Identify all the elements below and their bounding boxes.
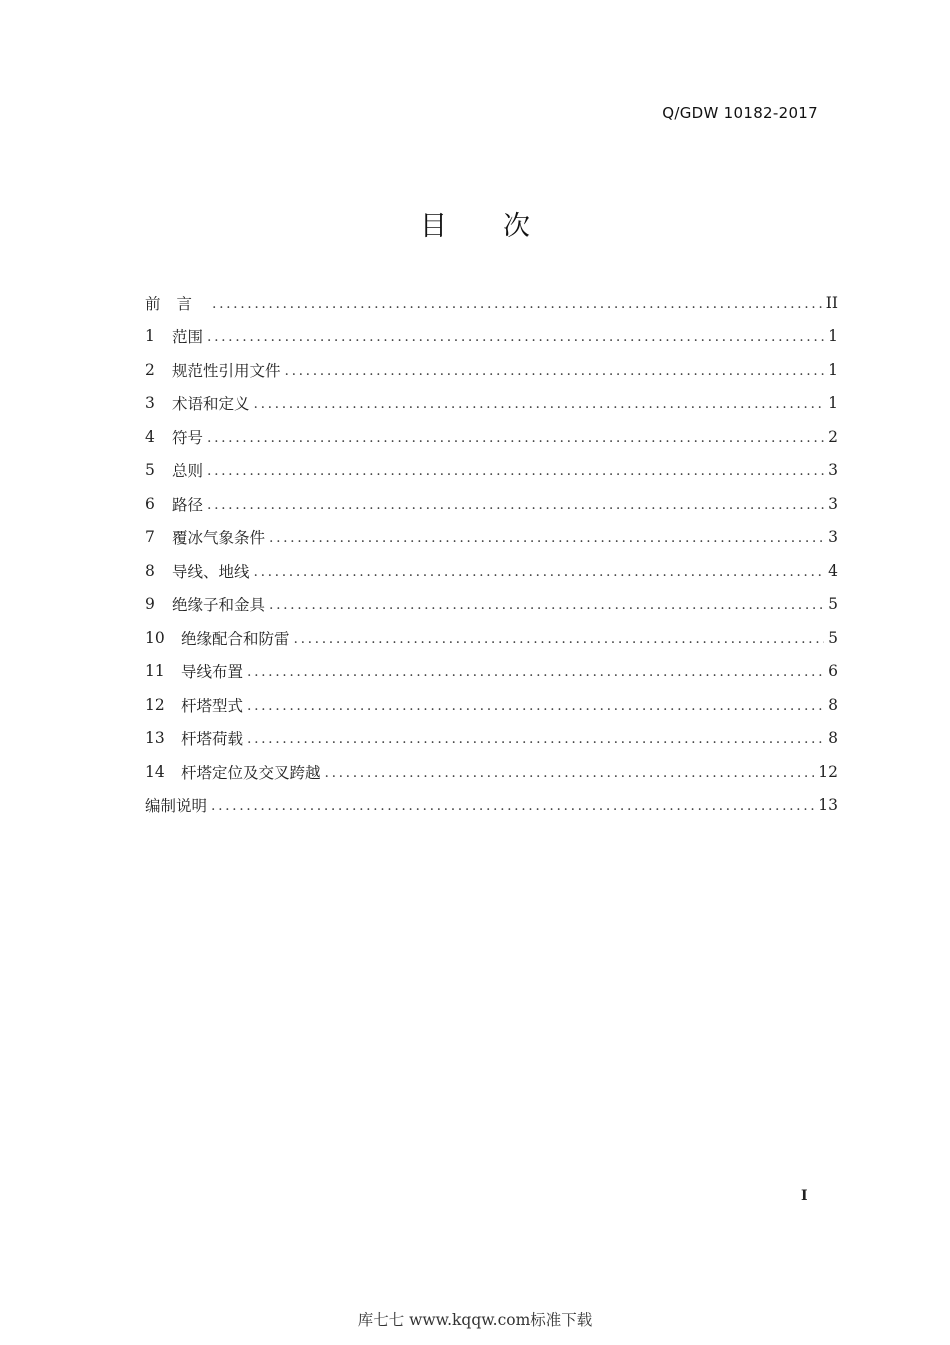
- toc-entry-14[interactable]: [145, 755, 838, 789]
- toc-page-number: 4: [828, 561, 838, 580]
- toc-number: 12: [145, 695, 165, 714]
- dot-leader: [325, 766, 815, 780]
- toc-page-number: 3: [828, 461, 838, 480]
- toc-entry-foreword[interactable]: [145, 286, 838, 320]
- toc-entry-4[interactable]: [145, 420, 838, 454]
- toc-label: 范围: [172, 328, 204, 347]
- document-code: Q/GDW 10182-2017: [662, 104, 818, 122]
- toc-page-number: 5: [828, 595, 838, 614]
- dot-leader: [285, 364, 824, 378]
- toc-entry-10[interactable]: [145, 621, 838, 655]
- toc-page-number: 8: [828, 695, 838, 714]
- toc-label: 前言: [145, 294, 209, 313]
- toc-entry-5[interactable]: [145, 454, 838, 488]
- toc-entry-2[interactable]: [145, 353, 838, 387]
- dot-leader: [269, 531, 824, 545]
- dot-leader: [254, 397, 824, 411]
- toc-number: 2: [145, 360, 155, 379]
- toc-label: 杆塔定位及交叉跨越: [181, 763, 321, 782]
- toc-label: 杆塔型式: [181, 696, 244, 715]
- dot-leader: [247, 665, 824, 679]
- toc-page-number: 1: [828, 327, 838, 346]
- toc-page-number: 3: [828, 494, 838, 513]
- title-char-2: 次: [503, 211, 530, 242]
- toc-number: 5: [145, 461, 155, 480]
- dot-leader: [207, 498, 824, 512]
- toc-label: 符号: [172, 428, 204, 447]
- toc-number: 8: [145, 561, 155, 580]
- dot-leader: [247, 699, 824, 713]
- page-title: [0, 204, 950, 243]
- toc-number: 7: [145, 528, 155, 547]
- toc-entry-13[interactable]: [145, 722, 838, 756]
- dot-leader: [254, 565, 824, 579]
- toc-label: 编制说明: [145, 797, 208, 816]
- toc-entry-6[interactable]: [145, 487, 838, 521]
- dot-leader: [207, 464, 824, 478]
- dot-leader: [211, 799, 814, 813]
- toc-number: 10: [145, 628, 165, 647]
- toc-label: 导线布置: [181, 663, 244, 682]
- toc-label: 绝缘配合和防雷: [181, 629, 290, 648]
- dot-leader: [207, 431, 824, 445]
- toc-entry-explanation[interactable]: [145, 789, 838, 823]
- toc-label: 绝缘子和金具: [172, 596, 266, 615]
- toc-page-number: 8: [828, 729, 838, 748]
- toc-entry-3[interactable]: [145, 387, 838, 421]
- toc-entry-8[interactable]: [145, 554, 838, 588]
- toc-page-number: 2: [828, 427, 838, 446]
- toc-page-number: 1: [828, 360, 838, 379]
- toc-label: 规范性引用文件: [172, 361, 281, 380]
- title-char-1: 目: [420, 211, 447, 242]
- toc-entry-1[interactable]: [145, 320, 838, 354]
- dot-leader: [294, 632, 824, 646]
- toc-entry-9[interactable]: [145, 588, 838, 622]
- toc-number: 11: [145, 662, 165, 681]
- toc-number: 3: [145, 394, 155, 413]
- toc-label: 导线、地线: [172, 562, 250, 581]
- toc-number: 13: [145, 729, 165, 748]
- toc-number: 1: [145, 327, 155, 346]
- toc-label: 覆冰气象条件: [172, 529, 266, 548]
- toc-number: 14: [145, 762, 165, 781]
- dot-leader: [212, 297, 822, 311]
- toc-label: 总则: [172, 462, 204, 481]
- toc-page-number: 1: [828, 394, 838, 413]
- toc-number: 9: [145, 595, 155, 614]
- toc-label: 路径: [172, 495, 204, 514]
- toc-entry-12[interactable]: [145, 688, 838, 722]
- toc-number: 4: [145, 427, 155, 446]
- toc-page-number: 6: [828, 662, 838, 681]
- toc-entry-7[interactable]: [145, 521, 838, 555]
- dot-leader: [247, 732, 824, 746]
- toc-label: 术语和定义: [172, 395, 250, 414]
- toc-page-number: 12: [818, 762, 838, 781]
- toc-page-number: 13: [818, 796, 838, 815]
- page-number: I: [801, 1188, 808, 1204]
- toc-page-number: II: [825, 293, 838, 312]
- table-of-contents: [145, 286, 838, 822]
- toc-page-number: 3: [828, 528, 838, 547]
- toc-page-number: 5: [828, 628, 838, 647]
- toc-number: 6: [145, 494, 155, 513]
- toc-label: 杆塔荷载: [181, 730, 244, 749]
- dot-leader: [207, 330, 824, 344]
- toc-entry-11[interactable]: [145, 655, 838, 689]
- dot-leader: [269, 598, 824, 612]
- footer-watermark: 库七七 www.kqqw.com标准下载: [357, 1311, 593, 1329]
